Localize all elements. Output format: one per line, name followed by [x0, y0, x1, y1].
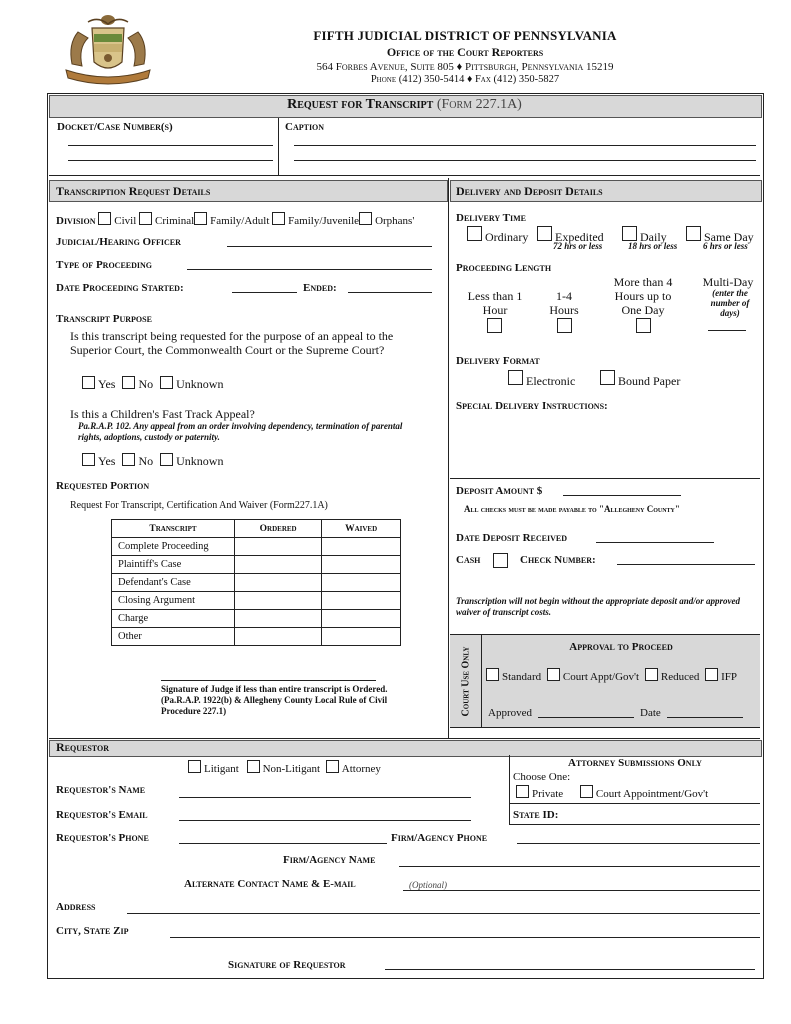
alt-contact-label: Alternate Contact Name & E-mail	[184, 878, 356, 890]
office-phone: Phone (412) 350-5414 ♦ Fax (412) 350-5827	[370, 74, 560, 85]
alt-contact-field[interactable]	[403, 890, 760, 891]
purpose-question-1: Is this transcript being requested for the purpose of an appeal to the Superior Court, the Commonwealth Court or the Supreme Court?	[70, 329, 394, 357]
special-instructions-field[interactable]	[452, 414, 752, 474]
date-deposit-field[interactable]	[596, 542, 714, 543]
appeal-unknown[interactable]: Unknown	[160, 377, 223, 391]
multi-day-note: (enter the number of days)	[710, 288, 750, 318]
checkbox[interactable]	[516, 785, 529, 798]
daily-note: 18 hrs or less	[628, 241, 678, 251]
special-instructions-label: Special Delivery Instructions:	[456, 400, 608, 412]
requestor-non-litigant[interactable]: Non-Litigant	[247, 763, 320, 775]
checkbox[interactable]	[272, 212, 285, 225]
transcription-details-title: Transcription Request Details	[56, 184, 211, 198]
ordered-cell[interactable]	[235, 556, 322, 574]
approval-date-field[interactable]	[667, 717, 743, 718]
waived-cell[interactable]	[322, 592, 401, 610]
checkbox[interactable]	[537, 226, 552, 241]
state-id-label: State ID:	[513, 809, 559, 821]
table-row: Closing Argument	[112, 592, 401, 610]
judicial-officer-label: Judicial/Hearing Officer	[56, 236, 181, 248]
approval-title: Approval to Proceed	[569, 641, 673, 653]
deposit-amount-field[interactable]	[563, 495, 681, 496]
requestor-name-label: Requestor's Name	[56, 784, 146, 796]
waived-cell[interactable]	[322, 574, 401, 592]
ordered-cell[interactable]	[235, 628, 322, 646]
judge-signature-note: Signature of Judge if less than entire transcript is Ordered. (Pa.R.A.P. 1922(b) & Allegheny County Local Rule of Civil Procedure 227.1)	[161, 684, 388, 716]
col-waived: Waived	[322, 520, 401, 538]
purpose-question-2: Is this a Children's Fast Track Appeal?	[70, 407, 255, 421]
col-transcript: Transcript	[112, 520, 235, 538]
appeal-no[interactable]: No	[122, 377, 153, 391]
checkbox[interactable]	[98, 212, 111, 225]
multi-day-count-field[interactable]	[708, 330, 746, 331]
choose-one-label: Choose One:	[513, 771, 571, 783]
checkbox[interactable]	[508, 370, 523, 385]
court-use-only-label: Court Use Only	[460, 646, 472, 717]
approved-field[interactable]	[538, 717, 634, 718]
table-row: Other	[112, 628, 401, 646]
delivery-format-label: Delivery Format	[456, 355, 540, 367]
checkbox[interactable]	[122, 453, 135, 466]
check-number-field[interactable]	[617, 564, 755, 565]
fast-track-no[interactable]: No	[122, 454, 153, 468]
docket-line-1[interactable]	[68, 145, 273, 146]
city-state-zip-field[interactable]	[170, 937, 760, 938]
requestor-signature-label: Signature of Requestor	[228, 959, 346, 971]
approval-reduced[interactable]: Reduced	[645, 671, 699, 683]
form-number: (Form 227.1A)	[436, 97, 522, 112]
division-label: Division	[56, 215, 96, 227]
date-started-label: Date Proceeding Started:	[56, 282, 184, 294]
office-address: 564 Forbes Avenue, Suite 805 ♦ Pittsburgh, Pennsylvania 15219	[316, 61, 614, 73]
approval-court-appt[interactable]: Court Appt/Gov't	[547, 671, 639, 683]
delivery-details-title: Delivery and Deposit Details	[456, 184, 603, 198]
caption-label: Caption	[285, 121, 325, 133]
fast-track-note: Pa.R.A.P. 102. Any appeal from an order involving dependency, termination of parental rights, adoptions, custody or paternity.	[78, 421, 403, 442]
checkbox[interactable]	[580, 785, 593, 798]
approved-label: Approved	[488, 707, 532, 719]
length-multi-day: Multi-Day	[702, 275, 754, 289]
delivery-daily[interactable]: Daily	[622, 230, 667, 244]
requestor-phone-field[interactable]	[179, 843, 387, 844]
caption-line-2[interactable]	[294, 160, 756, 161]
request-form-note: Request For Transcript, Certification And Waiver (Form227.1A)	[70, 500, 328, 511]
division-family-juvenile[interactable]: Family/Juvenile	[272, 215, 359, 227]
checks-payable-note: All checks must be made payable to "Allegheny County"	[464, 504, 680, 514]
firm-name-field[interactable]	[399, 866, 760, 867]
checkbox[interactable]	[600, 370, 615, 385]
ordered-cell[interactable]	[235, 538, 322, 556]
office-name: Office of the Court Reporters	[386, 45, 544, 59]
fast-track-yes[interactable]: Yes	[82, 454, 115, 468]
court-name: FIFTH JUDICIAL DISTRICT OF PENNSYLVANIA	[313, 28, 617, 43]
check-number-label: Check Number:	[520, 554, 596, 566]
division-criminal[interactable]: Criminal	[139, 215, 194, 227]
length-less-1-hour-checkbox[interactable]	[487, 318, 502, 333]
requestor-name-field[interactable]	[179, 797, 471, 798]
docket-line-2[interactable]	[68, 160, 273, 161]
same-day-note: 6 hrs or less	[703, 241, 748, 251]
address-label: Address	[56, 901, 96, 913]
checkbox[interactable]	[686, 226, 701, 241]
checkbox[interactable]	[359, 212, 372, 225]
ordered-cell[interactable]	[235, 592, 322, 610]
delivery-expedited[interactable]: Expedited	[537, 230, 604, 244]
division-family-adult[interactable]: Family/Adult	[194, 215, 269, 227]
expedited-note: 72 hrs or less	[553, 241, 603, 251]
checkbox[interactable]	[82, 376, 95, 389]
checkbox[interactable]	[645, 668, 658, 681]
date-started-field[interactable]	[232, 292, 297, 293]
deposit-amount-label: Deposit Amount $	[456, 485, 543, 497]
ordered-cell[interactable]	[235, 574, 322, 592]
pennsylvania-seal	[48, 14, 168, 88]
length-4-hours-one-day-checkbox[interactable]	[636, 318, 651, 333]
requested-portion-label: Requested Portion	[56, 480, 150, 492]
checkbox[interactable]	[194, 212, 207, 225]
waived-cell[interactable]	[322, 556, 401, 574]
attorney-private[interactable]: Private	[516, 788, 563, 800]
proceeding-length-label: Proceeding Length	[456, 262, 552, 274]
ended-field[interactable]	[348, 292, 432, 293]
ordered-cell[interactable]	[235, 610, 322, 628]
requestor-attorney[interactable]: Attorney	[326, 763, 381, 775]
checkbox[interactable]	[122, 376, 135, 389]
date-deposit-label: Date Deposit Received	[456, 532, 567, 544]
division-civil[interactable]: Civil	[98, 215, 136, 227]
address-field[interactable]	[127, 913, 760, 914]
purpose-title: Transcript Purpose	[56, 313, 152, 325]
waived-cell[interactable]	[322, 610, 401, 628]
form-title: Request for Transcript	[287, 97, 434, 112]
transcript-portion-table	[111, 519, 401, 646]
col-ordered: Ordered	[235, 520, 322, 538]
approval-date-label: Date	[640, 707, 661, 719]
table-row: Complete Proceeding	[112, 538, 401, 556]
checkbox[interactable]	[82, 453, 95, 466]
checkbox[interactable]	[622, 226, 637, 241]
checkbox[interactable]	[705, 668, 718, 681]
requestor-phone-label: Requestor's Phone	[56, 832, 149, 844]
judicial-officer-field[interactable]	[227, 246, 432, 247]
length-4-hours-one-day: More than 4 Hours up to One Day	[613, 275, 673, 317]
approval-ifp[interactable]: IFP	[705, 671, 737, 683]
type-of-proceeding-field[interactable]	[187, 269, 432, 270]
appeal-yes[interactable]: Yes	[82, 377, 115, 391]
table-row: Charge	[112, 610, 401, 628]
firm-phone-label: Firm/Agency Phone	[391, 832, 488, 844]
checkbox[interactable]	[247, 760, 260, 773]
delivery-same-day[interactable]: Same Day	[686, 230, 754, 244]
fast-track-unknown[interactable]: Unknown	[160, 454, 223, 468]
city-state-zip-label: City, State Zip	[56, 925, 129, 937]
attorney-court-appointment[interactable]: Court Appointment/Gov't	[580, 788, 708, 800]
delivery-time-label: Delivery Time	[456, 212, 527, 224]
requestor-email-field[interactable]	[179, 820, 471, 821]
requestor-email-label: Requestor's Email	[56, 809, 148, 821]
length-1-4-hours-checkbox[interactable]	[557, 318, 572, 333]
requestor-title: Requestor	[56, 740, 109, 754]
transcription-note: Transcription will not begin without the appropriate deposit and/or approved waiver of transcript costs.	[456, 596, 740, 617]
format-bound-paper[interactable]: Bound Paper	[600, 374, 680, 388]
ended-label: Ended:	[303, 282, 337, 294]
length-1-4-hours: 1-4 Hours	[549, 289, 579, 317]
format-electronic[interactable]: Electronic	[508, 374, 575, 388]
delivery-ordinary[interactable]: Ordinary	[467, 230, 528, 244]
checkbox[interactable]	[160, 376, 173, 389]
type-of-proceeding-label: Type of Proceeding	[56, 259, 153, 271]
cash-label: Cash	[456, 554, 481, 566]
checkbox[interactable]	[467, 226, 482, 241]
table-row: Plaintiff's Case	[112, 556, 401, 574]
requestor-signature-field[interactable]	[385, 969, 755, 970]
checkbox[interactable]	[139, 212, 152, 225]
requestor-litigant[interactable]: Litigant	[188, 763, 239, 775]
checkbox[interactable]	[486, 668, 499, 681]
docket-label: Docket/Case Number(s)	[57, 121, 173, 133]
checkbox[interactable]	[160, 453, 173, 466]
table-row: Defendant's Case	[112, 574, 401, 592]
waived-cell[interactable]	[322, 538, 401, 556]
waived-cell[interactable]	[322, 628, 401, 646]
checkbox[interactable]	[547, 668, 560, 681]
firm-name-label: Firm/Agency Name	[283, 854, 376, 866]
checkbox[interactable]	[188, 760, 201, 773]
judge-signature-field[interactable]	[161, 680, 376, 681]
cash-checkbox[interactable]	[493, 553, 508, 568]
length-less-1-hour: Less than 1 Hour	[467, 289, 523, 317]
optional-note: (Optional)	[409, 880, 447, 890]
division-orphans[interactable]: Orphans'	[359, 215, 414, 227]
caption-line-1[interactable]	[294, 145, 756, 146]
approval-standard[interactable]: Standard	[486, 671, 541, 683]
attorney-submissions-title: Attorney Submissions Only	[568, 757, 702, 769]
checkbox[interactable]	[326, 760, 339, 773]
firm-phone-field[interactable]	[517, 843, 760, 844]
